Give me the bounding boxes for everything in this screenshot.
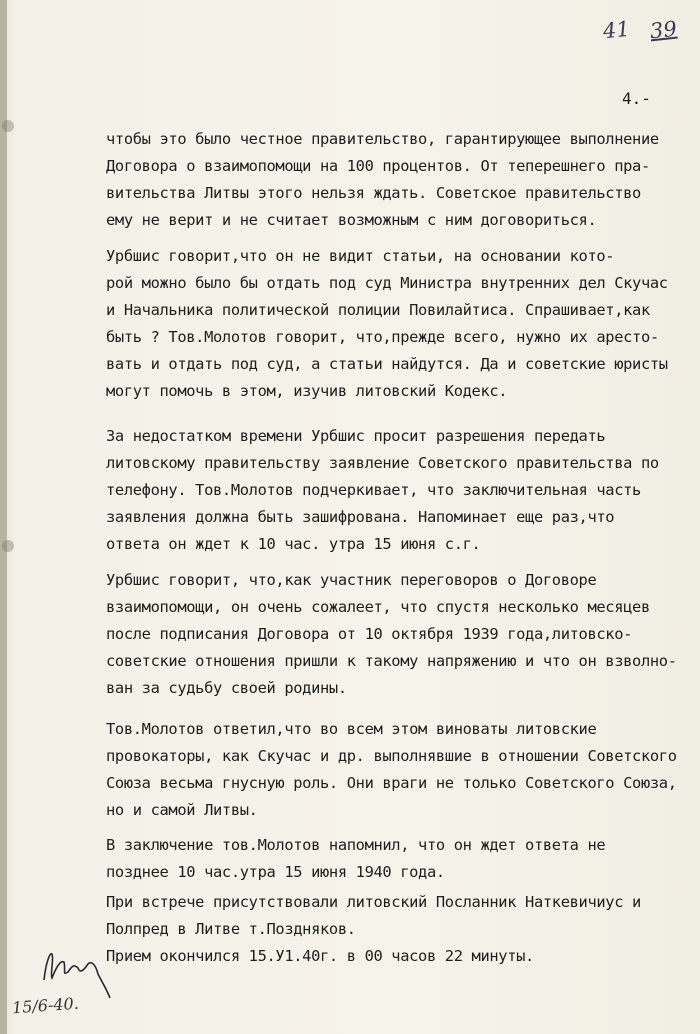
text-line: взаимопомощи, он очень сожалеет, что спустя несколько месяцев <box>106 598 650 616</box>
punch-hole <box>2 120 14 132</box>
punch-hole <box>2 540 14 552</box>
body-text <box>106 243 678 405</box>
body-text <box>106 943 678 970</box>
text-line: после подписания Договора от 10 октября 1939 года,литовско- <box>106 625 633 643</box>
text-line: При встрече присутствовали литовский Посланник Наткевичиус и <box>106 893 641 911</box>
text-line: ему не верит и не считает возможным с ним договориться. <box>106 211 597 229</box>
text-line: могут помочь в этом, изучив литовский Кодекс. <box>106 382 508 400</box>
archive-folio-number: 41 <box>601 16 631 44</box>
text-line: За недостатком времени Урбшис просит разрешения передать <box>106 427 606 445</box>
text-line: В заключение тов.Молотов напомнил, что он ждет ответа не <box>106 836 606 854</box>
page-number: 4.- <box>622 89 651 108</box>
text-line: быть ? Тов.Молотов говорит, что,прежде всего, нужно их аресто- <box>106 328 659 346</box>
body-text <box>106 832 678 886</box>
handwritten-signature <box>40 942 120 1002</box>
text-line: рой можно было бы отдать под суд Министра внутренних дел Скучас <box>106 274 668 292</box>
text-line: и Начальника политической полиции Повилайтиса. Спрашивает,как <box>106 301 650 319</box>
text-line: вительства Литвы этого нельзя ждать. Советское правительство <box>106 184 641 202</box>
text-line: телефону. Тов.Молотов подчеркивает, что заключительная часть <box>106 481 641 499</box>
text-line: Урбшис говорит, что,как участник переговоров о Договоре <box>106 571 597 589</box>
body-text <box>106 889 678 943</box>
signature-date: 15/6-40. <box>11 993 80 1018</box>
text-line: Договора о взаимопомощи на 100 процентов. От теперешнего пра- <box>106 157 650 175</box>
body-text <box>106 126 678 234</box>
text-line: провокаторы, как Скучас и др. выполнявшие в отношении Советского <box>106 747 677 765</box>
text-line: Урбшис говорит,что он не видит статьи, на основании кото- <box>106 247 615 265</box>
text-line: советские отношения пришли к такому напряжению и что он взволно- <box>106 652 677 670</box>
text-line: чтобы это было честное правительство, гарантирующее выполнение <box>106 130 659 148</box>
text-line: ответа он ждет к 10 час. утра 15 июня с.г. <box>106 535 481 553</box>
text-line: Тов.Молотов ответил,что во всем этом виноваты литовские <box>106 720 597 738</box>
body-text <box>106 423 678 558</box>
text-line: литовскому правительству заявление Советского правительства по <box>106 454 659 472</box>
text-line: Союза весьма гнусную роль. Они враги не только Советского Союза, <box>106 774 677 792</box>
body-text <box>106 567 678 702</box>
text-line: вать и отдать под суд, а статьи найдутся. Да и советские юристы <box>106 355 668 373</box>
text-line: Прием окончился 15.У1.40г. в 00 часов 22 минуты. <box>106 947 534 965</box>
text-line: ван за судьбу своей родины. <box>106 679 347 697</box>
binding-edge <box>0 0 7 1034</box>
text-line: но и самой Литвы. <box>106 801 258 819</box>
text-line: Полпред в Литве т.Поздняков. <box>106 920 356 938</box>
text-line: заявления должна быть зашифрована. Напоминает еще раз,что <box>106 508 615 526</box>
archive-folio-number-old: 39 <box>648 16 678 44</box>
body-text <box>106 716 678 824</box>
text-line: позднее 10 час.утра 15 июня 1940 года. <box>106 863 445 881</box>
